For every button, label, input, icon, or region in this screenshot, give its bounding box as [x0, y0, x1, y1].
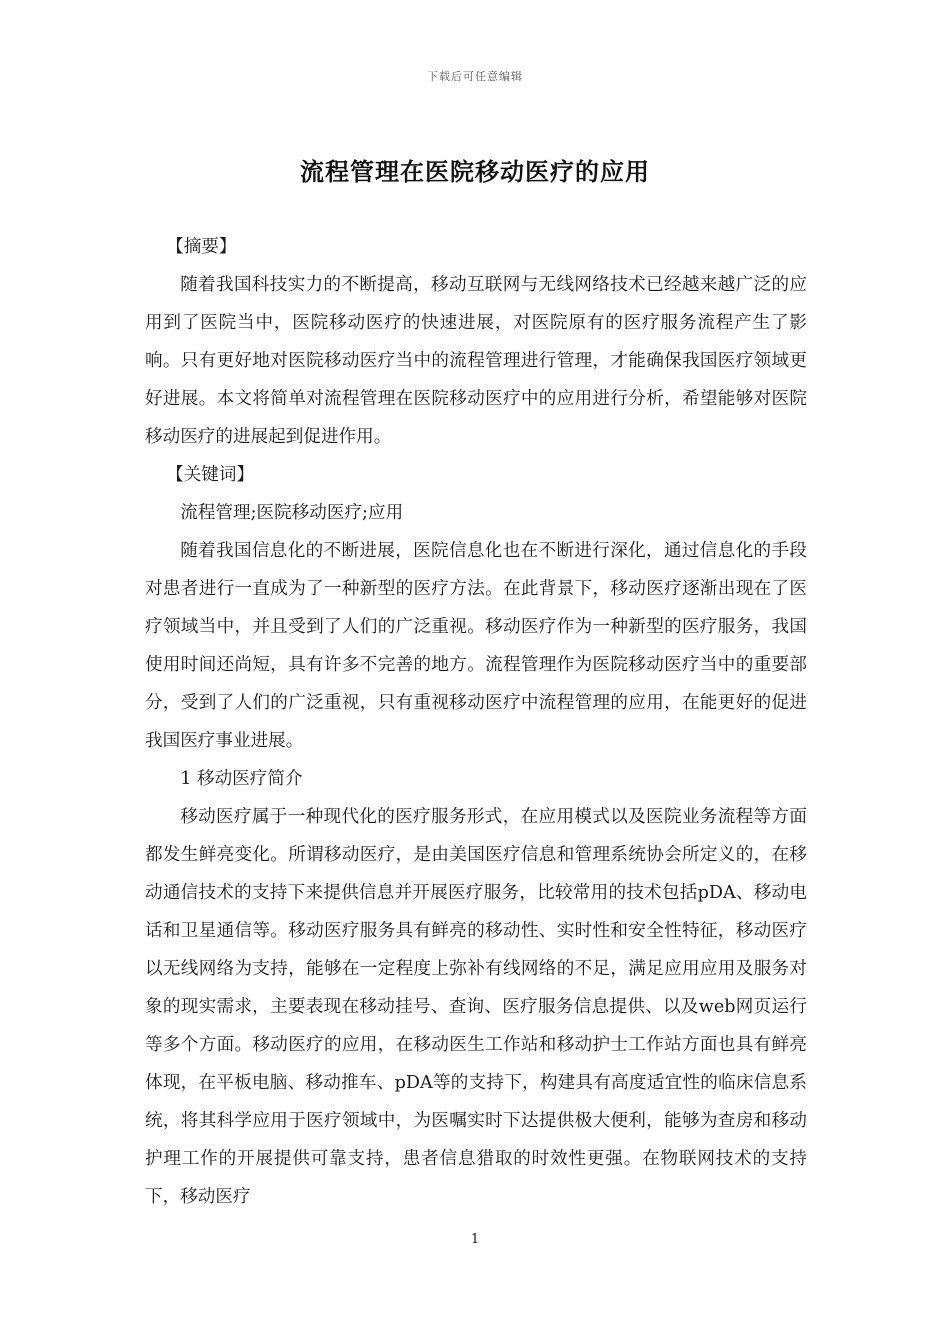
keywords-label: 【关键词】: [166, 465, 255, 485]
document-body: [145, 228, 807, 1216]
abstract-paragraph: 随着我国科技实力的不断提高，移动互联网与无线网络技术已经越来越广泛的应用到了医院当中，医院移动医疗的快速进展，对医院原有的医疗服务流程产生了影响。只有更好地对医院移动医疗当中的流程管理进行管理，才能确保我国医疗领域更好进展。本文将简单对流程管理在医院移动医疗中的应用进行分析，希望能够对医院移动医疗的进展起到促进作用。: [145, 275, 807, 447]
keywords-line: 流程管理;医院移动医疗;应用: [180, 503, 404, 523]
section-1-paragraph: 移动医疗属于一种现代化的医疗服务形式，在应用模式以及医院业务流程等方面都发生鲜亮变化。所谓移动医疗，是由美国医疗信息和管理系统协会所定义的，在移动通信技术的支持下来提供信息并开展医疗服务，比较常用的技术包括pDA、移动电话和卫星通信等。移动医疗服务具有鲜亮的移动性、实时性和安全性特征，移动医疗以无线网络为支持，能够在一定程度上弥补有线网络的不足，满足应用应用及服务对象的现实需求，主要表现在移动挂号、查询、医疗服务信息提供、以及web网页运行等多个方面。移动医疗的应用，在移动医生工作站和移动护士工作站方面也具有鲜亮体现，在平板电脑、移动推车、pDA等的支持下，构建具有高度适宜性的临床信息系统，将其科学应用于医疗领域中，为医嘱实时下达提供极大便利，能够为查房和移动护理工作的开展提供可靠支持，患者信息猎取的时效性更强。在物联网技术的支持下，移动医疗: [145, 807, 807, 1207]
page-title: 流程管理在医院移动医疗的应用: [300, 158, 650, 186]
abstract-label: 【摘要】: [166, 237, 237, 257]
section-1-heading: 1 移动医疗简介: [180, 769, 303, 789]
page-number: 1: [470, 1232, 480, 1247]
intro-paragraph: 随着我国信息化的不断进展，医院信息化也在不断进行深化，通过信息化的手段对患者进行一直成为了一种新型的医疗方法。在此背景下，移动医疗逐渐出现在了医疗领域当中，并且受到了人们的广泛重视。移动医疗作为一种新型的医疗服务，我国使用时间还尚短，具有许多不完善的地方。流程管理作为医院移动医疗当中的重要部分，受到了人们的广泛重视，只有重视移动医疗中流程管理的应用，在能更好的促进我国医疗事业进展。: [145, 541, 807, 751]
header-note: 下载后可任意编辑: [427, 70, 523, 83]
